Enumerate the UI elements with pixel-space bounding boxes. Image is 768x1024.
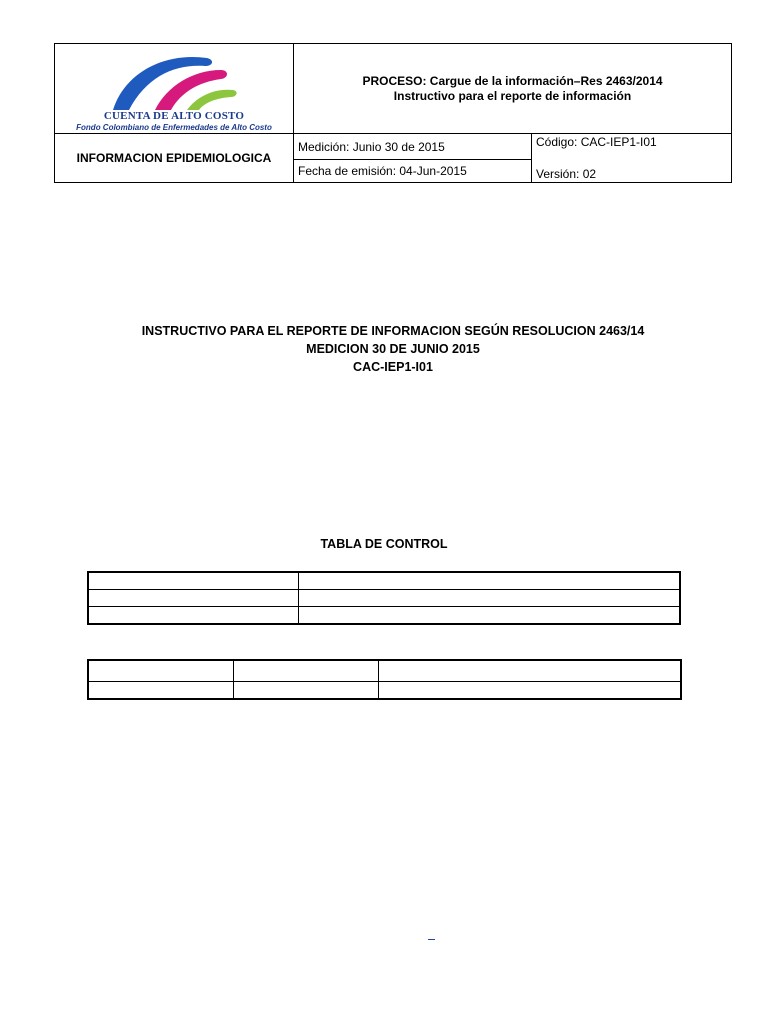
codigo-field: Código: CAC-IEP1-I01: [536, 135, 657, 149]
table-row: [88, 682, 681, 700]
document-title-line-2: MEDICION 30 DE JUNIO 2015: [306, 342, 480, 356]
table-row: [88, 607, 680, 625]
table-cell: [88, 607, 298, 625]
fecha-emision-field: Fecha de emisión: 04-Jun-2015: [294, 160, 532, 182]
process-subtitle: Instructivo para el reporte de información: [393, 89, 632, 103]
control-table-2: [87, 659, 682, 700]
document-header-table: [54, 43, 732, 183]
document-title-line-1: INSTRUCTIVO PARA EL REPORTE DE INFORMACION SEGÚN RESOLUCION 2463/14: [141, 324, 645, 338]
table-cell: [88, 572, 298, 590]
table-cell: [378, 660, 681, 682]
table-cell: [88, 660, 234, 682]
table-row: [88, 590, 680, 607]
table-row: [88, 660, 681, 682]
table-cell: [298, 607, 680, 625]
table-cell: [298, 572, 680, 590]
table-cell: [234, 682, 379, 700]
process-cell: [294, 44, 731, 134]
logo-subtitle: Fondo Colombiano de Enfermedades de Alto Costo: [76, 123, 272, 132]
table-row: [88, 572, 680, 590]
document-title: [54, 322, 732, 376]
process-title: PROCESO: Cargue de la información–Res 2463/2014: [362, 74, 663, 88]
cuenta-alto-costo-logo-icon: [95, 52, 255, 114]
medicion-field: Medición: Junio 30 de 2015: [294, 134, 532, 160]
document-title-line-3: CAC-IEP1-I01: [353, 360, 433, 374]
area-label: INFORMACION EPIDEMIOLOGICA: [55, 134, 294, 182]
version-field: Versión: 02: [536, 167, 597, 181]
table-cell: [298, 590, 680, 607]
table-cell: [378, 682, 681, 700]
control-table-1: [87, 571, 681, 625]
table-cell: [88, 682, 234, 700]
table-cell: [234, 660, 379, 682]
control-table-title: TABLA DE CONTROL: [320, 537, 448, 551]
footer-underline-mark: [428, 939, 435, 940]
table-cell: [88, 590, 298, 607]
logo-cell: [55, 44, 294, 134]
logo-name: CUENTA DE ALTO COSTO: [103, 110, 245, 122]
